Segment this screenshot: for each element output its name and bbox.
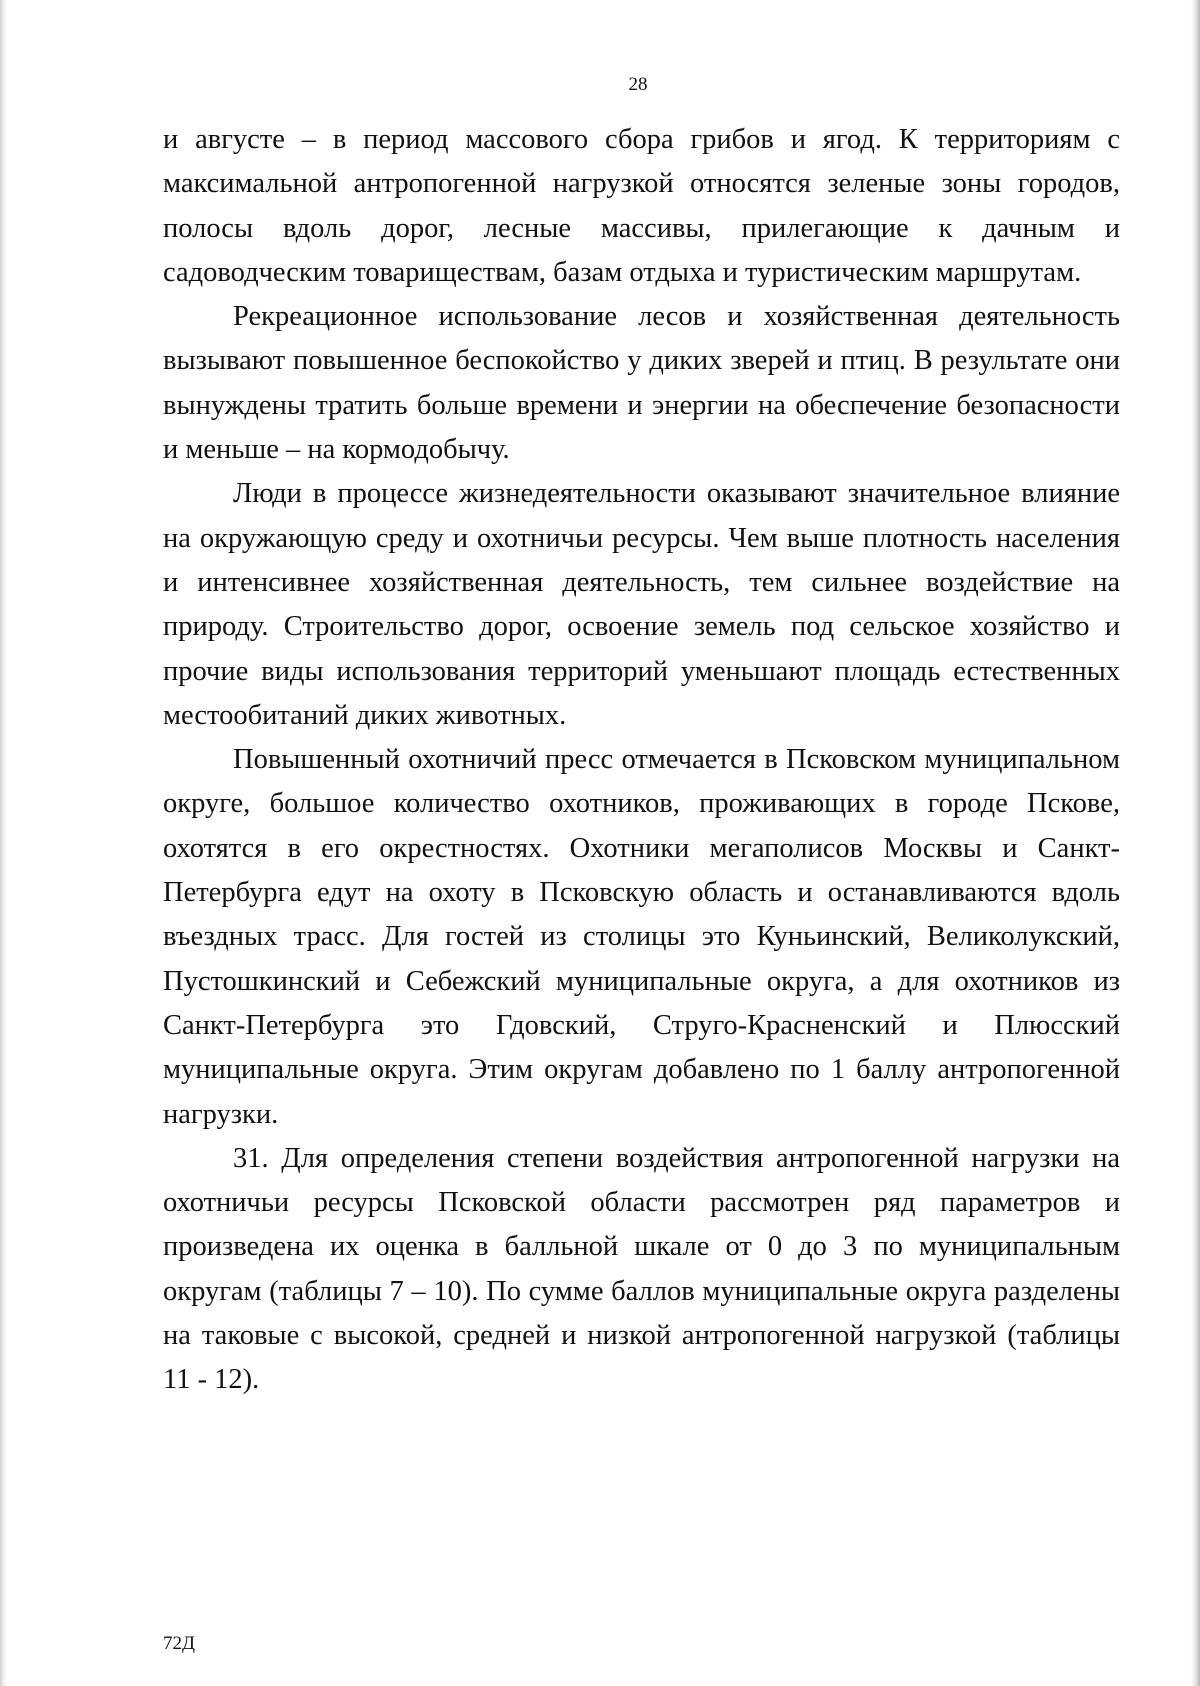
paragraph-4: Повышенный охотничий пресс отмечается в Псковском муниципальном округе, большое количество охотников, проживающих в городе Пскове, охотятся в его окрестностях. Охотники мегаполисов Москвы и Санкт-Петербурга едут на охоту в Псковскую область и останавливаются вдоль въездных трасс. Для гостей из столицы это Куньинский, Великолукский, Пустошкинский и Себежский муниципальные округа, а для охотников из Санкт-Петербурга это Гдовский, Струго-Красненский и Плюсский муниципальные округа. Этим округам добавлено по 1 баллу антропогенной нагрузки. — [163, 744, 1120, 1130]
page-number: 28 — [628, 74, 648, 95]
footer-document-code: 72Д — [163, 1633, 195, 1654]
paragraph-2: Рекреационное использование лесов и хозяйственная деятельность вызывают повышенное беспокойство у диких зверей и птиц. В результате они вынуждены тратить больше времени и энергии на обеспечение безопасности и меньше – на кормодобычу. — [163, 301, 1120, 466]
paragraph-3: Люди в процессе жизнедеятельности оказывают значительное влияние на окружающую среду и охотничьи ресурсы. Чем выше плотность населения и интенсивнее хозяйственная деятельность, тем сильнее воздействие на природу. Строительство дорог, освоение земель под сельское хозяйство и прочие виды использования территорий уменьшают площадь естественных местообитаний диких животных. — [163, 478, 1120, 731]
scan-edge-left — [0, 0, 7, 1686]
paragraph-5: 31. Для определения степени воздействия антропогенной нагрузки на охотничьи ресурсы Псковской области рассмотрен ряд параметров и произведена их оценка в балльной шкале от 0 до 3 по муниципальным округам (таблицы 7 – 10). По сумме баллов муниципальные округа разделены на таковые с высокой, средней и низкой антропогенной нагрузкой (таблицы 11 - 12). — [163, 1142, 1120, 1396]
scan-edge-right — [1191, 0, 1200, 1686]
body-text — [163, 118, 1120, 1403]
paragraph-1: и августе – в период массового сбора грибов и ягод. К территориям с максимальной антропогенной нагрузкой относятся зеленые зоны городов, полосы вдоль дорог, лесные массивы, прилегающие к дачным и садоводческим товариществам, базам отдыха и туристическим маршрутам. — [163, 124, 1120, 288]
